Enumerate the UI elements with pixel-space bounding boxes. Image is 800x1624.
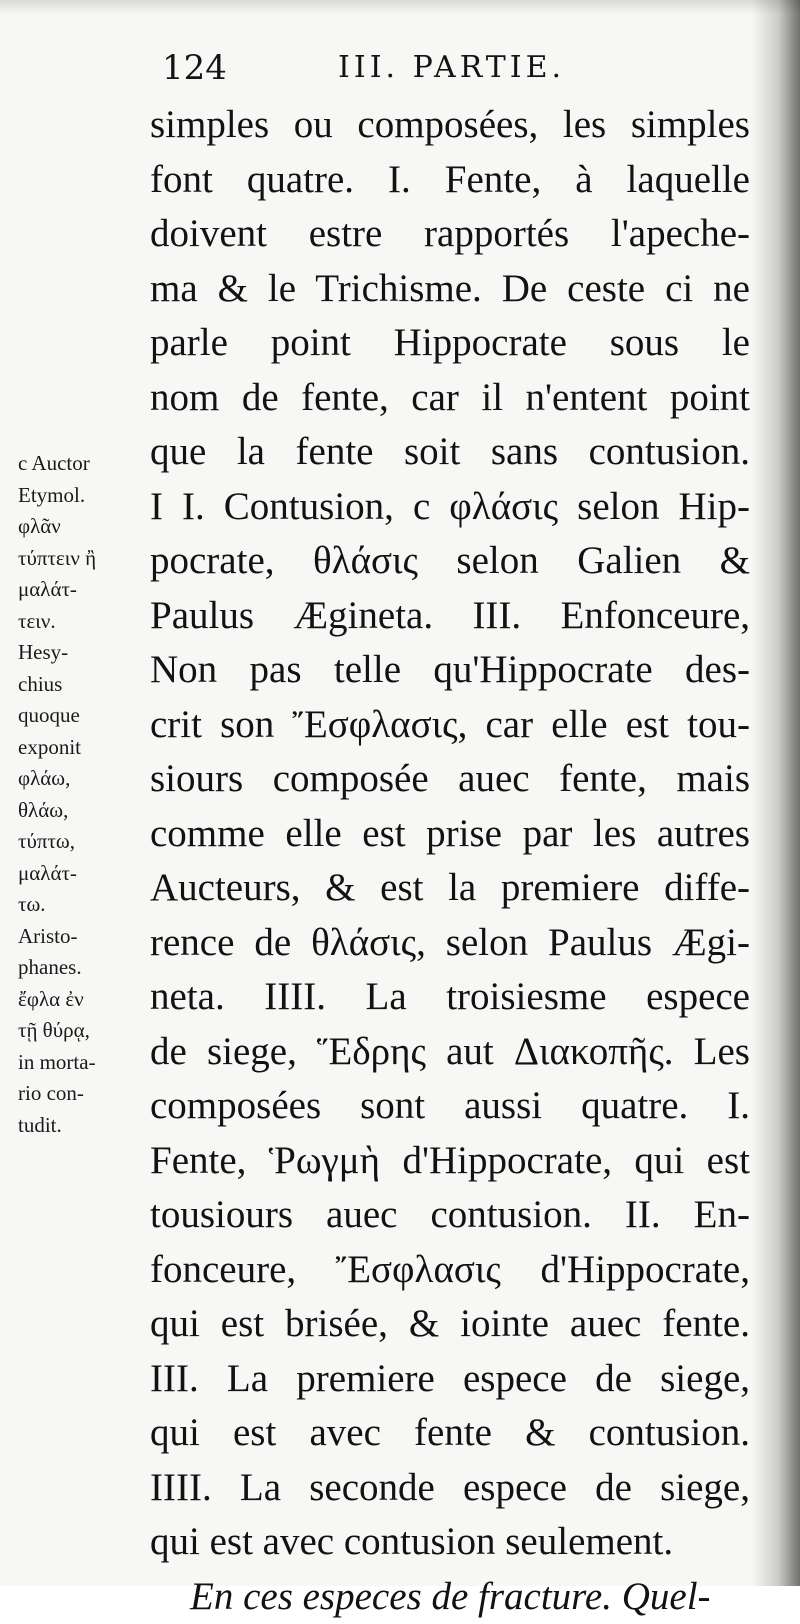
text-line: Fente, Ῥωγμὴ d'Hippocrate, qui est	[150, 1134, 750, 1189]
page-number: 124	[162, 48, 227, 88]
text-line: Aucteurs, & est la premiere diffe-	[150, 861, 750, 916]
margin-note-line: τύπτω,	[18, 826, 148, 858]
catchline: En ces especes de fracture. Quel-	[150, 1570, 750, 1624]
margin-note-line: in morta-	[18, 1047, 148, 1079]
text-line: rence de θλάσις, selon Paulus Ægi-	[150, 916, 750, 971]
text-line: fonceure, Ἔσφλασις d'Hippocrate,	[150, 1243, 750, 1298]
text-line: de siege, Ἕδρης aut Διακοπῆς. Les	[150, 1025, 750, 1080]
margin-note-line: c Auctor	[18, 448, 148, 480]
margin-note-line: phanes.	[18, 952, 148, 984]
text-line: simples ou composées, les simples	[150, 98, 750, 153]
margin-note-line: exponit	[18, 732, 148, 764]
text-line: tousiours auec contusion. II. En-	[150, 1188, 750, 1243]
margin-note-line: ἔφλα ἐν	[18, 984, 148, 1016]
text-line: qui est brisée, & iointe auec fente.	[150, 1297, 750, 1352]
text-line: IIII. La seconde espece de siege,	[150, 1461, 750, 1516]
margin-note-line: τῇ θύρᾳ,	[18, 1015, 148, 1047]
margin-note-line: μαλάτ-	[18, 574, 148, 606]
text-line: parle point Hippocrate sous le	[150, 316, 750, 371]
text-line: que la fente soit sans contusion.	[150, 425, 750, 480]
margin-note-line: Hesy-	[18, 637, 148, 669]
margin-note-line: tudit.	[18, 1110, 148, 1142]
text-line: qui est avec fente & contusion.	[150, 1406, 750, 1461]
main-text-block	[150, 98, 750, 1624]
margin-note-line: τειν.	[18, 606, 148, 638]
text-line: font quatre. I. Fente, à laquelle	[150, 153, 750, 208]
margin-note-line: Aristo-	[18, 921, 148, 953]
text-line: qui est avec contusion seulement.	[150, 1515, 750, 1570]
text-line: Non pas telle qu'Hippocrate des-	[150, 643, 750, 698]
text-line: doivent estre rapportés l'apeche-	[150, 207, 750, 262]
margin-notes	[18, 448, 148, 1141]
margin-note-line: chius	[18, 669, 148, 701]
text-line: Paulus Ægineta. III. Enfonceure,	[150, 589, 750, 644]
text-line: nom de fente, car il n'entent point	[150, 371, 750, 426]
text-line: siours composée auec fente, mais	[150, 752, 750, 807]
margin-note-line: θλάω,	[18, 795, 148, 827]
margin-note-line: μαλάτ-	[18, 858, 148, 890]
margin-note-line: φλάω,	[18, 763, 148, 795]
margin-note-line: Etymol.	[18, 480, 148, 512]
margin-note-line: quoque	[18, 700, 148, 732]
margin-note-line: φλᾶν	[18, 511, 148, 543]
text-line: ma & le Trichisme. De ceste ci ne	[150, 262, 750, 317]
running-head: III. PARTIE.	[338, 50, 565, 85]
page-header	[158, 48, 748, 98]
scan-right-edge-shadow	[752, 0, 800, 1586]
text-line: composées sont aussi quatre. I.	[150, 1079, 750, 1134]
text-line: crit son Ἔσφλασις, car elle est tou-	[150, 698, 750, 753]
margin-note-line: τω.	[18, 889, 148, 921]
text-line: neta. IIII. La troisiesme espece	[150, 970, 750, 1025]
text-line: I I. Contusion, c φλάσις selon Hip-	[150, 480, 750, 535]
text-line: comme elle est prise par les autres	[150, 807, 750, 862]
scan-top-shadow	[0, 0, 800, 14]
text-line: pocrate, θλάσις selon Galien &	[150, 534, 750, 589]
margin-note-line: τύπτειν ἢ	[18, 543, 148, 575]
margin-note-line: rio con-	[18, 1078, 148, 1110]
text-line: III. La premiere espece de siege,	[150, 1352, 750, 1407]
